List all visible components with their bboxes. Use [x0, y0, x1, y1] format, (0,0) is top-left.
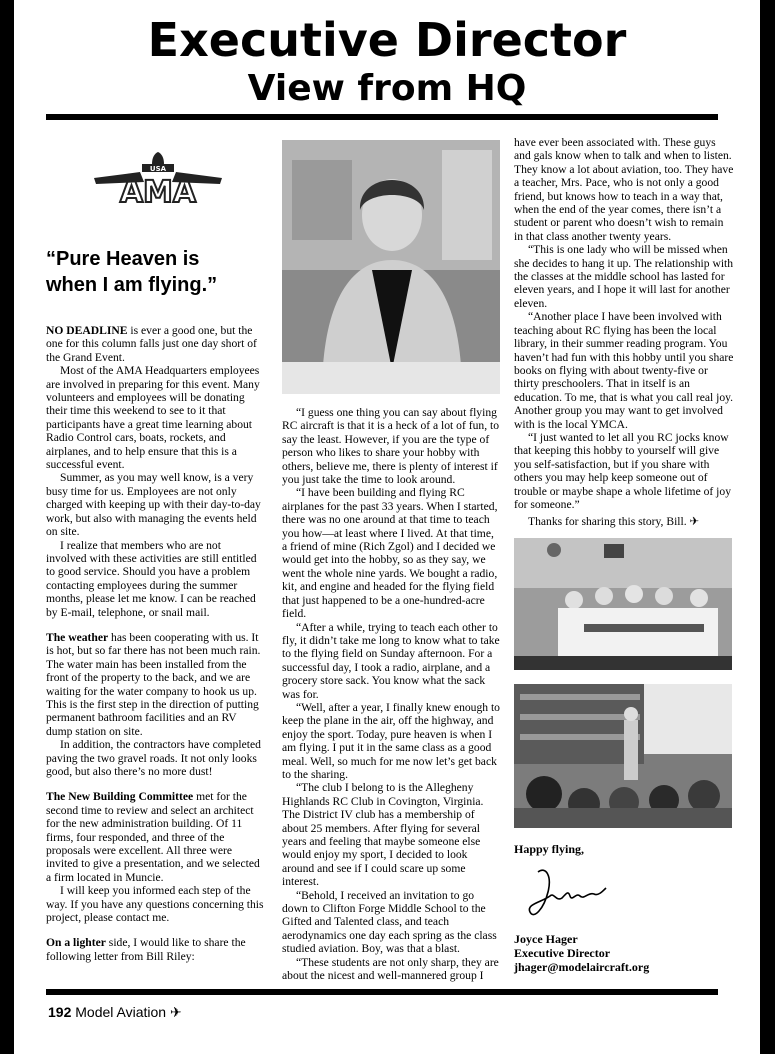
magazine-page	[14, 0, 760, 1054]
paragraph-text: Summer, as you may well know, is a very busy time for us. Employees are not only charged with keeping up with their day-to-day work, but also with managing the events held on site.	[46, 471, 261, 539]
paragraph: “Another place I have been involved with teaching about RC flying has been the local library, in their summer reading program. You haven’t had fun with this hobby until you share books on flying with about twenty-five or thirty preschoolers. That in itself is an education. To me, that is what you call real joy. Another group you may want to get involved with is the local YMCA.	[514, 310, 734, 431]
bottom-rule	[46, 989, 718, 995]
paragraph	[46, 790, 264, 884]
magazine-name: Model Aviation ✈	[75, 1004, 182, 1020]
paragraph: “The club I belong to is the Allegheny Highlands RC Club in Covington, Virginia. The District IV club has a membership of about 25 members. After flying for several years and feeling that maybe someone else would enjoy my sport, I decided to look around and see if I could scare up some interest.	[282, 781, 484, 889]
thanks-line: Thanks for sharing this story, Bill. ✈	[528, 515, 700, 528]
paragraph	[46, 324, 264, 364]
paragraph: “Well, after a year, I finally knew enough to keep the plane in the air, off the highway, and enjoy the sport. Today, pure heaven is when I am flying. I put it in the same class as a good meal. Well, so much for me now let’s get back to the sharing.	[282, 700, 500, 781]
photo-classroom-students	[514, 538, 732, 670]
page-footer	[48, 1004, 182, 1021]
signature	[524, 862, 614, 926]
column-2	[282, 406, 500, 982]
svg-text:AMA: AMA	[119, 175, 197, 210]
paragraph	[46, 364, 264, 471]
paragraph-lead: On a lighter	[46, 936, 106, 950]
paragraph-lead: NO DEADLINE	[46, 324, 128, 337]
page-number: 192	[48, 1004, 72, 1020]
page-title: Executive Director	[147, 13, 627, 67]
author-role: Executive Director	[514, 946, 611, 960]
paragraph	[46, 936, 264, 963]
paragraph: “I just wanted to let all you RC jocks know that keeping this hobby to yourself will give you self-satisfaction, but if you share with others you may help keep someone out of trouble or maybe shape a whole lifetime of joy for someone.”	[514, 430, 731, 511]
paragraph-text: Most of the AMA Headquarters employees are involved in preparing for this event. Many volunteers and employees will be donating their time this weekend to see to it that participants have a great time learning about Radio Control cars, boats, rockets, and airplanes, and to help ensure that this is a successful event.	[46, 364, 260, 472]
closing-line: Happy flying,	[514, 842, 585, 856]
author-block	[514, 932, 734, 974]
column-1	[46, 324, 264, 963]
ama-logo	[92, 150, 224, 210]
paragraph: “I guess one thing you can say about flying RC aircraft is that it is a heck of a lot of fun, to say the least. However, if you are the type of person who likes to share your hobby with others, believe me, there is plenty of interest if you just take the time to look around.	[282, 406, 500, 487]
author-email[interactable]: jhager@modelaircraft.org	[514, 960, 650, 974]
author-name: Joyce Hager	[514, 932, 578, 946]
photo-library-children	[514, 684, 732, 828]
paragraph-lead: The New Building Committee	[46, 790, 194, 804]
paragraph-lead: The weather	[46, 630, 109, 644]
paragraph: “This is one lady who will be missed when she decides to hang it up. The relationship with the classes at the middle school has lasted for eleven years, and I hope it will last for another eleven.	[514, 243, 734, 310]
paragraph-text: has been cooperating with us. It is hot, but so far there has not been much rain. The water main has been installed from the front of the property to the back, and we are waiting for the water company to hook us up. This is the first step in the direction of putting permanent bathroom facilities and an RV dump station on site.	[46, 630, 261, 738]
page-subtitle: View from HQ	[247, 68, 527, 109]
paragraph: “I have been building and flying RC airplanes for the past 33 years. When I started, there was no one around at that time to teach you how—at least where I lived. At that time, a friend of mine (Rich Zgol) and I decided we would get into the hobby, so as they say, we went the whole nine yards. We bought a radio, kit, and engine and headed for the flying field that just happened to be a one-hundred-acre field.	[282, 486, 498, 621]
paragraph-text: is ever a good one, but the one for this column falls just one day short of the Grand Event.	[46, 324, 257, 364]
paragraph-text: side, I would like to share the following letter from Bill Riley:	[46, 936, 246, 963]
paragraph-text: met for the second time to review and select an architect for the new administration building. Of 11 firms, four responded, and three of the proposals were excellent. All three were invited to give a presentation, and we selected a firm located in Muncie.	[46, 790, 260, 884]
photo-joyce-hager	[282, 140, 500, 394]
paragraph	[46, 884, 264, 924]
paragraph-text: I realize that members who are not involved with these activities are still entitled to good service. Should you have a problem contacting employees during the summer months, please let me know. I can be reached by E-mail, telephone, or snail mail.	[46, 538, 257, 619]
top-rule	[46, 114, 718, 120]
paragraph: have ever been associated with. These guys and gals know when to talk and when to listen. They know a lot about aviation, too. They have a teacher, Mrs. Pace, who is not only a good friend, but knows how to teach in a way that, when the end of the year comes, there isn’t a student or parent who doesn’t wish to remain in that class another twenty years.	[514, 136, 734, 243]
paragraph	[46, 471, 264, 538]
paragraph-text: In addition, the contractors have completed paving the two gravel roads. It not only looks good, but also there’s no more dust!	[46, 738, 261, 778]
paragraph	[46, 539, 264, 619]
paragraph: “These students are not only sharp, they are about the nicest and well-mannered group I	[282, 955, 499, 983]
paragraph-text: I will keep you informed each step of the way. If you have any questions concerning this project, please contact me.	[46, 884, 264, 925]
paragraph: “Behold, I received an invitation to go down to Clifton Forge Middle School to the Gifted and Talented class, and teach aerodynamics one day each spring as the class studied aviation. Boy, was that a blast.	[282, 888, 497, 956]
column-3	[514, 136, 734, 511]
paragraph: “After a while, trying to teach each other to fly, it didn’t take me long to know what to take to the flying field on Sunday afternoon. For a successful day, I took a radio, airplane, and a grocery store sack. You know what the sack was for.	[282, 620, 500, 701]
pull-quote: “Pure Heaven is when I am flying.”	[46, 248, 218, 296]
svg-text:USA: USA	[149, 165, 167, 173]
paragraph	[46, 631, 264, 738]
paragraph	[46, 738, 264, 778]
